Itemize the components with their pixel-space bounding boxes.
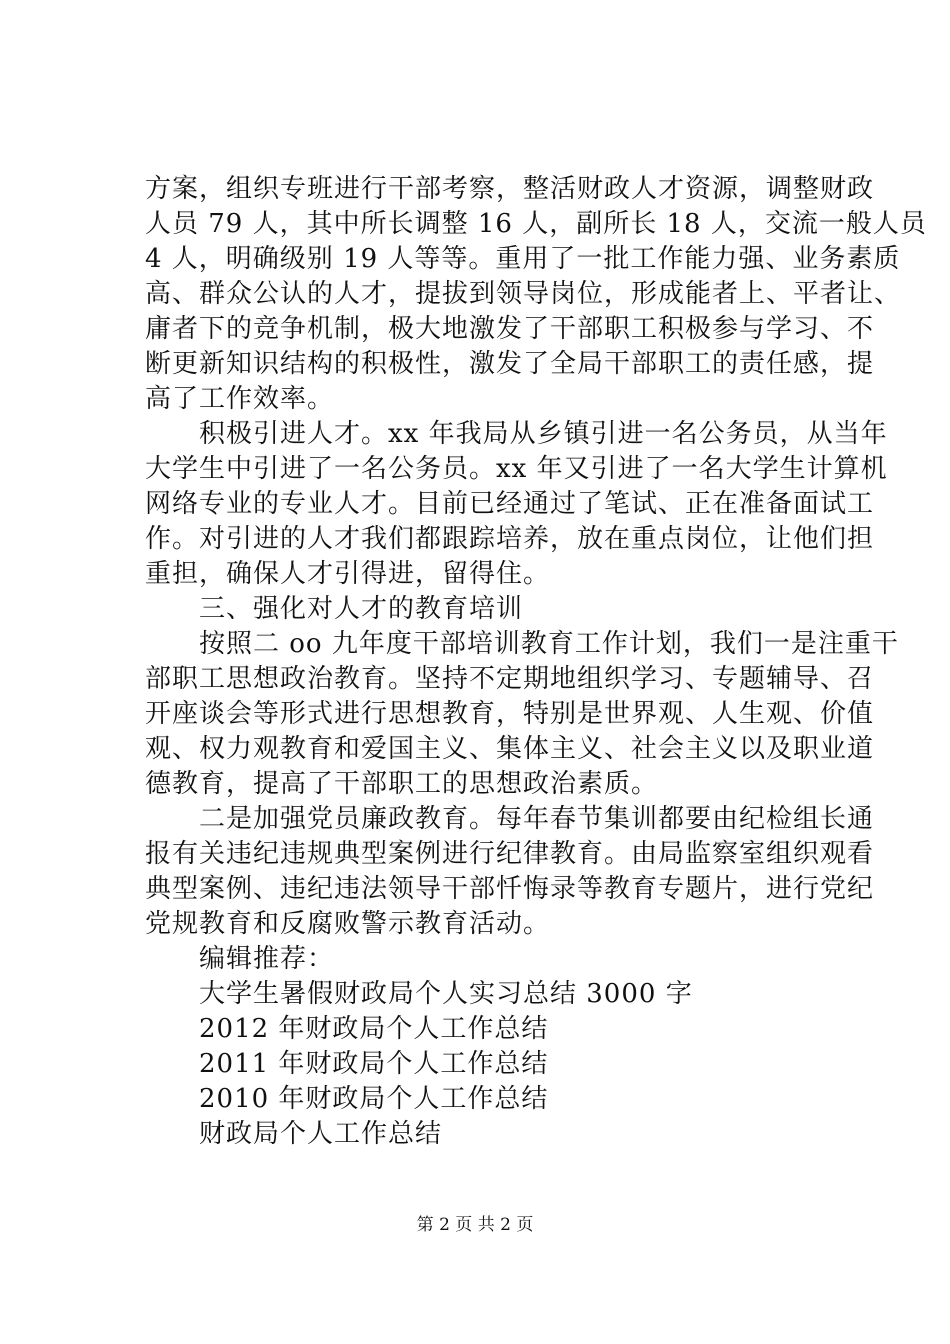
- text-line: 开座谈会等形式进行思想教育，特别是世界观、人生观、价值: [145, 699, 875, 729]
- text-line: 作。对引进的人才我们都跟踪培养，放在重点岗位，让他们担: [145, 524, 875, 554]
- page-footer: 第 2 页 共 2 页: [416, 1215, 534, 1235]
- text-line: 网络专业的专业人才。目前已经通过了笔试、正在准备面试工: [145, 489, 875, 519]
- recommend-item[interactable]: 2012 年财政局个人工作总结: [145, 1014, 549, 1044]
- text-line: 典型案例、违纪违法领导干部忏悔录等教育专题片，进行党纪: [145, 874, 875, 904]
- text-line: 庸者下的竞争机制，极大地激发了干部职工积极参与学习、不: [145, 314, 875, 344]
- recommend-item[interactable]: 大学生暑假财政局个人实习总结 3000 字: [145, 979, 693, 1009]
- text-line: 二是加强党员廉政教育。每年春节集训都要由纪检组长通: [145, 804, 875, 834]
- text-line: 断更新知识结构的积极性，激发了全局干部职工的责任感，提: [145, 349, 875, 379]
- text-line: 党规教育和反腐败警示教育活动。: [145, 909, 551, 939]
- text-line: 重担，确保人才引得进，留得住。: [145, 559, 551, 589]
- text-line: 报有关违纪违规典型案例进行纪律教育。由局监察室组织观看: [145, 839, 875, 869]
- recommend-heading: 编辑推荐：: [145, 944, 335, 974]
- text-line: 高、群众公认的人才，提拔到领导岗位，形成能者上、平者让、: [145, 279, 902, 309]
- recommend-item[interactable]: 财政局个人工作总结: [145, 1119, 443, 1149]
- text-line: 部职工思想政治教育。坚持不定期地组织学习、专题辅导、召: [145, 664, 875, 694]
- text-line: 德教育，提高了干部职工的思想政治素质。: [145, 769, 659, 799]
- recommend-item[interactable]: 2010 年财政局个人工作总结: [145, 1084, 549, 1114]
- text-line: 按照二 oo 九年度干部培训教育工作计划，我们一是注重干: [145, 629, 899, 659]
- text-line: 观、权力观教育和爱国主义、集体主义、社会主义以及职业道: [145, 734, 875, 764]
- text-line: 4 人，明确级别 19 人等等。重用了一批工作能力强、业务素质: [145, 244, 901, 274]
- text-line: 人员 79 人，其中所长调整 16 人，副所长 18 人，交流一般人员: [145, 209, 927, 239]
- text-line: 积极引进人才。xx 年我局从乡镇引进一名公务员，从当年: [145, 419, 888, 449]
- text-line: 方案，组织专班进行干部考察，整活财政人才资源，调整财政: [145, 174, 875, 204]
- text-line: 大学生中引进了一名公务员。xx 年又引进了一名大学生计算机: [145, 454, 888, 484]
- recommend-item[interactable]: 2011 年财政局个人工作总结: [145, 1049, 549, 1079]
- text-line: 高了工作效率。: [145, 384, 335, 414]
- section-heading: 三、强化对人才的教育培训: [145, 594, 524, 624]
